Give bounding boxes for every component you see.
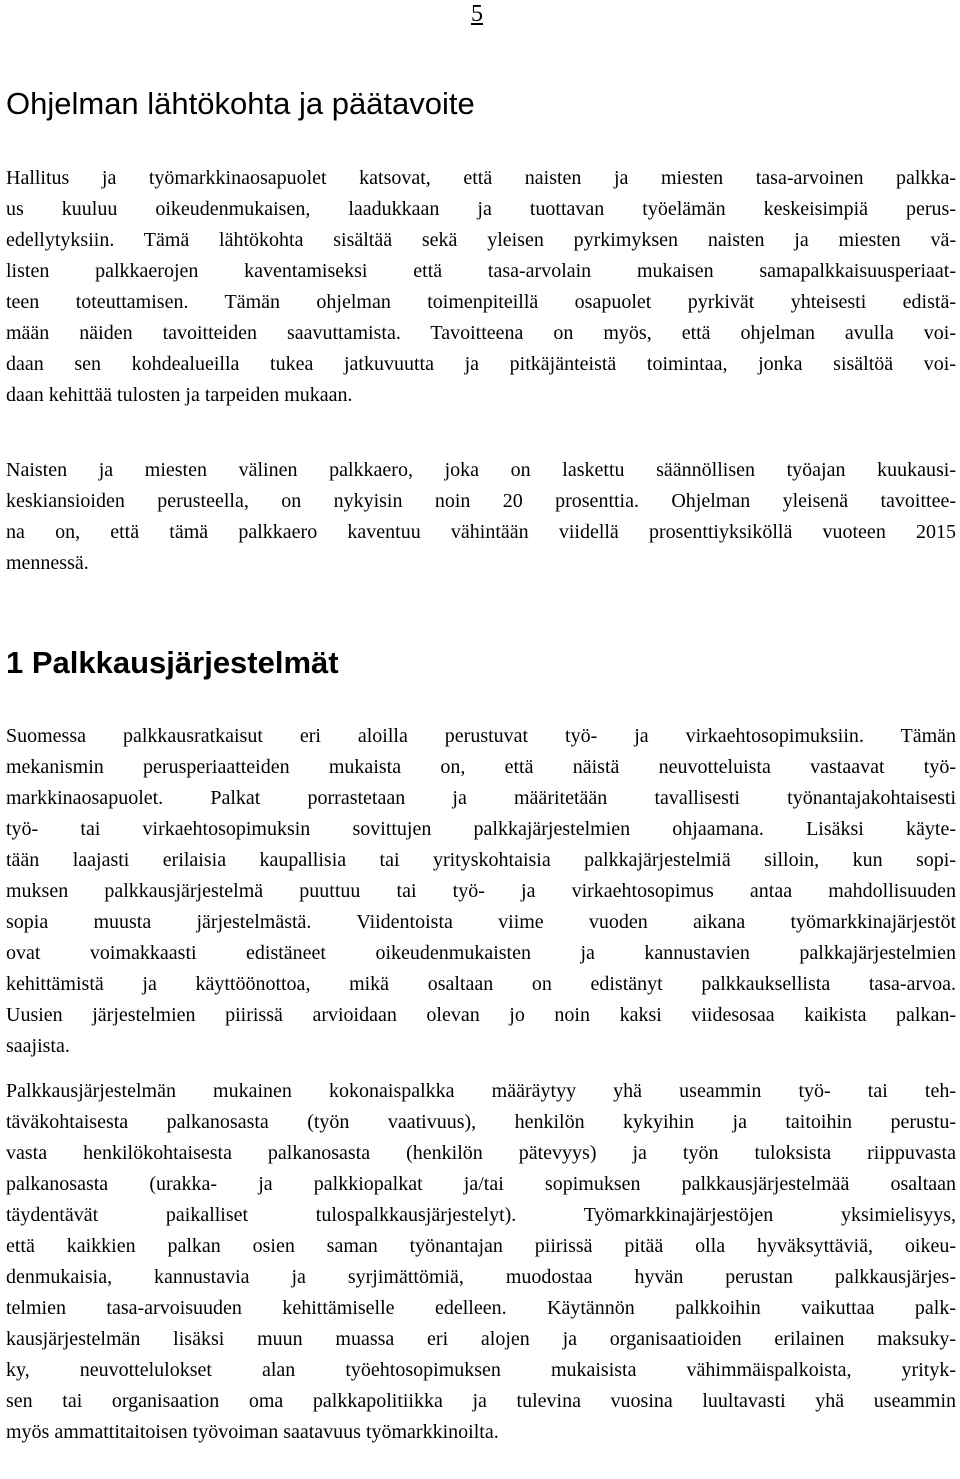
text-line: vasta henkilökohtaisesta palkanosasta (henkilön pätevyys) ja työn tuloksista riippuvasta [6, 1142, 956, 1164]
text-line: kausjärjestelmän lisäksi muun muassa eri alojen ja organisaatioiden erilainen maksuky- [6, 1328, 956, 1350]
text-line: sen tai organisaation oma palkkapolitiikka ja tulevina vuosina luultavasti yhä useammin [6, 1390, 956, 1412]
section-heading-palkkausjarjestelmat: 1 Palkkausjärjestelmät [6, 645, 339, 680]
text-line: täydentävät paikalliset tulospalkkausjärjestelyt). Työmarkkinajärjestöjen yksimielisyys, [6, 1204, 956, 1226]
text-line: ky, neuvottelulokset alan työehtosopimuksen mukaisista vähimmäispalkoista, yrityk- [6, 1359, 956, 1381]
text-line: listen palkkaerojen kaventamiseksi että tasa-arvolain mukaisen samapalkkaisuusperiaat- [6, 260, 956, 282]
paragraph-intro-1 [6, 163, 956, 411]
text-line: Suomessa palkkausratkaisut eri aloilla perustuvat työ- ja virkaehtosopimuksiin. Tämän [6, 725, 956, 747]
text-line: tään laajasti erilaisia kaupallisia tai yrityskohtaisia palkkajärjestelmiä silloin, kun sopi- [6, 849, 956, 871]
text-line: mennessä. [6, 552, 89, 574]
text-line: kehittämistä ja käyttöönottoa, mikä osaltaan on edistänyt palkkauksellista tasa-arvoa. [6, 973, 956, 995]
text-line: mekanismin perusperiaatteiden mukaista on, että näistä neuvotteluista vastaavat työ- [6, 756, 956, 778]
text-line: telmien tasa-arvoisuuden kehittämiselle edelleen. Käytännön palkkoihin vaikuttaa palk- [6, 1297, 956, 1319]
text-line: täväkohtaisesta palkanosasta (työn vaativuus), henkilön kykyihin ja taitoihin perustu- [6, 1111, 956, 1133]
text-line: daan kehittää tulosten ja tarpeiden mukaan. [6, 384, 353, 406]
text-line: myös ammattitaitoisen työvoiman saatavuus työmarkkinoilta. [6, 1421, 499, 1443]
text-line: mään näiden tavoitteiden saavuttamista. Tavoitteena on myös, että ohjelman avulla voi- [6, 322, 956, 344]
text-line: Hallitus ja työmarkkinaosapuolet katsovat, että naisten ja miesten tasa-arvoinen palkka- [6, 167, 956, 189]
paragraph-palkkaus-2 [6, 1076, 956, 1448]
page-number: 5 [471, 1, 483, 27]
text-line: us kuuluu oikeudenmukaisen, laadukkaan ja tuottavan työelämän keskeisimpiä perus- [6, 198, 956, 220]
section-heading-intro: Ohjelman lähtökohta ja päätavoite [6, 86, 475, 121]
text-line: teen toteuttamisen. Tämän ohjelman toimenpiteillä osapuolet pyrkivät yhteisesti edistä- [6, 291, 956, 313]
text-line: ovat voimakkaasti edistäneet oikeudenmukaisten ja kannustavien palkkajärjestelmien [6, 942, 956, 964]
text-line: denmukaisia, kannustavia ja syrjimättömiä, muodostaa hyvän perustan palkkausjärjes- [6, 1266, 956, 1288]
text-line: muksen palkkausjärjestelmä puuttuu tai työ- ja virkaehtosopimus antaa mahdollisuuden [6, 880, 956, 902]
text-line: keskiansioiden perusteella, on nykyisin noin 20 prosenttia. Ohjelman yleisenä tavoittee- [6, 490, 956, 512]
text-line: sopia muusta järjestelmästä. Viidentoista viime vuoden aikana työmarkkinajärjestöt [6, 911, 956, 933]
text-line: että kaikkien palkan osien saman työnantajan piirissä pitää olla hyväksyttäviä, oikeu- [6, 1235, 956, 1257]
text-line: saajista. [6, 1035, 70, 1057]
text-line: Uusien järjestelmien piirissä arvioidaan olevan jo noin kaksi viidesosaa kaikista palkan- [6, 1004, 956, 1026]
text-line: edellytyksiin. Tämä lähtökohta sisältää sekä yleisen pyrkimyksen naisten ja miesten vä- [6, 229, 956, 251]
paragraph-palkkaus-1 [6, 721, 956, 1062]
text-line: Naisten ja miesten välinen palkkaero, joka on laskettu säännöllisen työajan kuukausi- [6, 459, 956, 481]
text-line: na on, että tämä palkkaero kaventuu vähintään viidellä prosenttiyksiköllä vuoteen 2015 [6, 521, 956, 543]
text-line: palkanosasta (urakka- ja palkkiopalkat ja/tai sopimuksen palkkausjärjestelmää osaltaan [6, 1173, 956, 1195]
text-line: Palkkausjärjestelmän mukainen kokonaispalkka määräytyy yhä useammin työ- tai teh- [6, 1080, 956, 1102]
text-line: työ- tai virkaehtosopimuksin sovittujen palkkajärjestelmien ohjaamana. Lisäksi käyte- [6, 818, 956, 840]
text-line: markkinaosapuolet. Palkat porrastetaan ja määritetään tavallisesti työnantajakohtaisesti [6, 787, 956, 809]
paragraph-intro-2 [6, 455, 956, 579]
text-line: daan sen kohdealueilla tukea jatkuvuutta ja pitkäjänteistä toimintaa, jonka sisältöä voi- [6, 353, 956, 375]
